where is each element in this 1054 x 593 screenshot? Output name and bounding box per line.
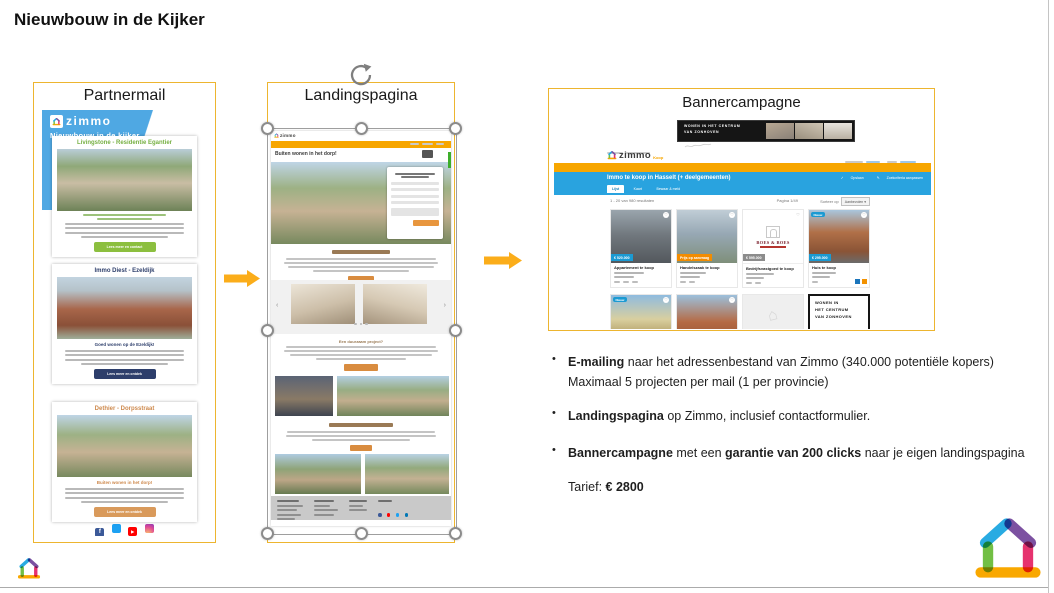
zimmo-logo: zimmo (274, 133, 296, 138)
lp-photo (337, 376, 449, 416)
slide-title: Nieuwbouw in de Kijker (14, 10, 205, 29)
form-input[interactable] (391, 195, 439, 198)
bullet-emailing: • E-mailing naar het adressenbestand van Zimmo (340.000 potentiële kopers) Maximaal 5 projecten per mail (1 per provincie) (552, 353, 994, 389)
project-name: Immo Diest - Ezeldijk (94, 268, 155, 274)
lp-section-intro (271, 244, 451, 280)
lp-section-title: Een duurzaam project? (338, 339, 384, 344)
lp-footer (271, 496, 451, 520)
favorite-icon[interactable]: ♡ (730, 212, 734, 217)
selection-handle-top-left[interactable] (261, 122, 274, 135)
edit-criteria-button[interactable]: ✎ Zoekcriteria aanpassen (876, 176, 923, 180)
feedback-tab[interactable] (448, 152, 451, 168)
email-project-card (52, 264, 197, 384)
listing-card[interactable] (808, 209, 870, 288)
favorite-icon[interactable]: ♡ (862, 212, 866, 217)
sort-label: Sorteer op (820, 199, 839, 204)
facebook-icon[interactable] (378, 513, 382, 517)
twitter-icon[interactable] (396, 513, 400, 517)
youtube-icon[interactable]: ▶ (128, 527, 137, 536)
square-banner-ad[interactable]: WONEN IN HET CENTRUM VAN ZONHOVEN (808, 294, 870, 329)
project-photo (57, 277, 192, 339)
price-badge: € 595.000 (743, 254, 765, 261)
banner-line1: WONEN IN HET CENTRUM (684, 124, 741, 128)
form-input[interactable] (391, 188, 439, 191)
listing-cards-row (610, 209, 870, 288)
favorite-icon[interactable]: ♡ (664, 212, 668, 217)
tab-kaart[interactable]: Kaart (633, 187, 643, 191)
listing-title: Appartement te koop (614, 265, 655, 270)
project-photo (57, 149, 192, 211)
selection-handle-bottom-center[interactable] (355, 527, 368, 540)
lp-photo-carousel (271, 280, 451, 334)
twitter-icon[interactable] (112, 524, 121, 533)
landingspagina-preview[interactable] (271, 131, 451, 526)
email-social-row (42, 520, 207, 536)
panel-landingspagina[interactable] (267, 82, 455, 543)
selection-handle-top-center[interactable] (355, 122, 368, 135)
listing-photo (677, 295, 737, 329)
bullet-bannercampagne: • Bannercampagne met een garantie van 200 clicks naar je eigen landingspagina (552, 444, 1025, 460)
listing-card[interactable] (610, 294, 672, 329)
pagination[interactable]: Pagina 1/49 (776, 198, 798, 203)
listing-photo-placeholder (743, 295, 803, 329)
results-header-bar (554, 172, 931, 195)
favorite-icon[interactable]: ♡ (664, 297, 668, 302)
right-divider-line (1048, 0, 1049, 593)
new-chip: Nieuw (811, 212, 825, 217)
selection-handle-mid-left[interactable] (261, 324, 274, 337)
panel-bannercampagne[interactable] (548, 88, 935, 331)
agency-logo (855, 279, 860, 284)
facebook-icon[interactable]: f (95, 528, 104, 536)
form-textarea[interactable] (391, 208, 439, 216)
form-input[interactable] (391, 182, 439, 185)
lp-cta-button[interactable] (350, 445, 372, 451)
carousel-next-icon[interactable]: › (443, 302, 446, 309)
carousel-dots[interactable] (271, 312, 451, 330)
price-badge: € 520.000 (611, 254, 633, 261)
project-cta-button[interactable]: Lees meer en ontdek (94, 507, 156, 517)
listing-photo (743, 210, 803, 264)
listing-card[interactable] (676, 209, 738, 288)
leaderboard-banner-ad[interactable] (677, 120, 855, 142)
agency-logo (862, 279, 867, 284)
listing-card[interactable] (676, 294, 738, 329)
project-name: Livingstone - Residentie Egantier (76, 140, 172, 146)
form-input[interactable] (391, 201, 439, 204)
project-cta-button[interactable]: Lees meer en ontdek (94, 369, 156, 379)
save-search-button[interactable]: ✓ Opslaan (840, 176, 864, 180)
banner-photos (764, 121, 854, 141)
lp-footer-social (378, 500, 409, 520)
project-subtitle: Buiten wonen in het dorp! (96, 480, 153, 485)
zimmo-brand-text: zimmo (66, 114, 112, 128)
listing-cards-row (610, 294, 870, 329)
results-count: 1 - 20 van 980 resultaten (610, 198, 655, 203)
zimmo-brand-text: zimmo (619, 149, 652, 161)
project-photo (57, 415, 192, 477)
listing-card[interactable] (742, 294, 804, 329)
rotate-handle-icon[interactable] (348, 62, 374, 88)
lp-photo (275, 454, 361, 494)
selection-handle-top-right[interactable] (449, 122, 462, 135)
listing-card[interactable] (610, 209, 672, 288)
project-name: Dethier - Dorpsstraat (94, 406, 155, 412)
agency-name: BOES & BOES (756, 239, 790, 245)
lp-photo-row (271, 374, 451, 418)
new-chip: Nieuw (613, 297, 627, 302)
carousel-prev-icon[interactable]: ‹ (276, 302, 279, 309)
tariff-line: Tarief: € 2800 (568, 480, 644, 494)
house-outline-icon: ⌂ (766, 306, 780, 325)
selection-handle-bottom-left[interactable] (261, 527, 274, 540)
listing-card[interactable] (742, 209, 804, 288)
sort-dropdown[interactable]: Aanbevolen ▾ (841, 197, 870, 206)
bannercampagne-title: Bannercampagne (682, 94, 801, 111)
email-project-card (52, 402, 197, 522)
partnermail-email-preview[interactable] (42, 110, 207, 536)
email-headline: Nieuwbouw in de kijker (50, 131, 140, 140)
brand-tagline: Koop (653, 154, 664, 160)
zimmo-house-icon (50, 115, 63, 128)
bannercampagne-preview[interactable] (550, 90, 933, 329)
lp-photo (275, 376, 333, 416)
zimmo-house-icon (607, 150, 617, 160)
listing-title: Bedrijfsvastgoed te koop (746, 266, 794, 271)
selection-handle-mid-right[interactable] (449, 324, 462, 337)
project-subtitle: Goed wonen op de Ezeldijk! (94, 342, 155, 347)
banner-signature-squiggle (684, 143, 712, 149)
listing-photo (677, 210, 737, 263)
results-tabs (607, 177, 685, 195)
instagram-icon[interactable] (145, 524, 154, 533)
lp-contact-form[interactable] (387, 167, 443, 239)
favorite-icon[interactable]: ♡ (730, 297, 734, 302)
lp-photo-row (271, 452, 451, 496)
lp-photo (365, 454, 449, 494)
lp-bottom-bar (271, 520, 451, 526)
site-nav-bar (554, 163, 931, 172)
lp-section-duurzaam (271, 334, 451, 374)
project-subtitle-bar (83, 214, 166, 216)
listing-photo (809, 210, 869, 263)
price-badge: Prijs op aanvraag (677, 254, 712, 261)
form-submit-button[interactable] (413, 220, 439, 226)
bullet-landingspagina: • Landingspagina op Zimmo, inclusief contactformulier. (552, 407, 871, 423)
listing-photo (611, 295, 671, 329)
lp-page-title: Buiten wonen in het dorp! (275, 151, 337, 157)
notes-text-block[interactable] (552, 352, 1026, 497)
results-title: Immo te koop in Hasselt (+ deelgemeenten) (607, 175, 731, 181)
lp-section-info (271, 418, 451, 452)
listing-title: Handelszaak te koop (680, 265, 720, 270)
email-project-card (52, 136, 197, 257)
favorite-icon[interactable]: ♡ (796, 212, 800, 217)
partnermail-title: Partnermail (83, 87, 166, 104)
bottom-divider-line (0, 587, 1048, 588)
zimmo-logo-large (971, 512, 1045, 584)
landingspagina-title: Landingspagina (304, 87, 418, 104)
lp-hero-photo (271, 162, 451, 244)
zimmo-logo-small (16, 556, 42, 580)
listing-photo (611, 210, 671, 263)
project-cta-button[interactable]: Lees meer en contact (94, 242, 156, 252)
lp-cta-button[interactable] (344, 364, 378, 371)
share-button[interactable] (422, 150, 433, 158)
tab-lijst[interactable]: Lijst (607, 185, 624, 194)
youtube-icon[interactable] (387, 513, 391, 517)
project-subtitle-bar (97, 218, 152, 220)
linkedin-icon[interactable] (405, 513, 409, 517)
panel-partnermail[interactable] (33, 82, 216, 543)
flow-arrow-icon[interactable] (224, 270, 260, 287)
listing-title: Huis te koop (812, 265, 837, 270)
agency-arch-logo (766, 226, 780, 238)
flow-arrow-icon[interactable] (484, 252, 522, 269)
tab-bewaar[interactable]: Bewaar & meld (656, 187, 681, 191)
price-badge: € 295.000 (809, 254, 831, 261)
banner-line2: VAN ZONHOVEN (684, 129, 720, 134)
selection-handle-bottom-right[interactable] (449, 527, 462, 540)
